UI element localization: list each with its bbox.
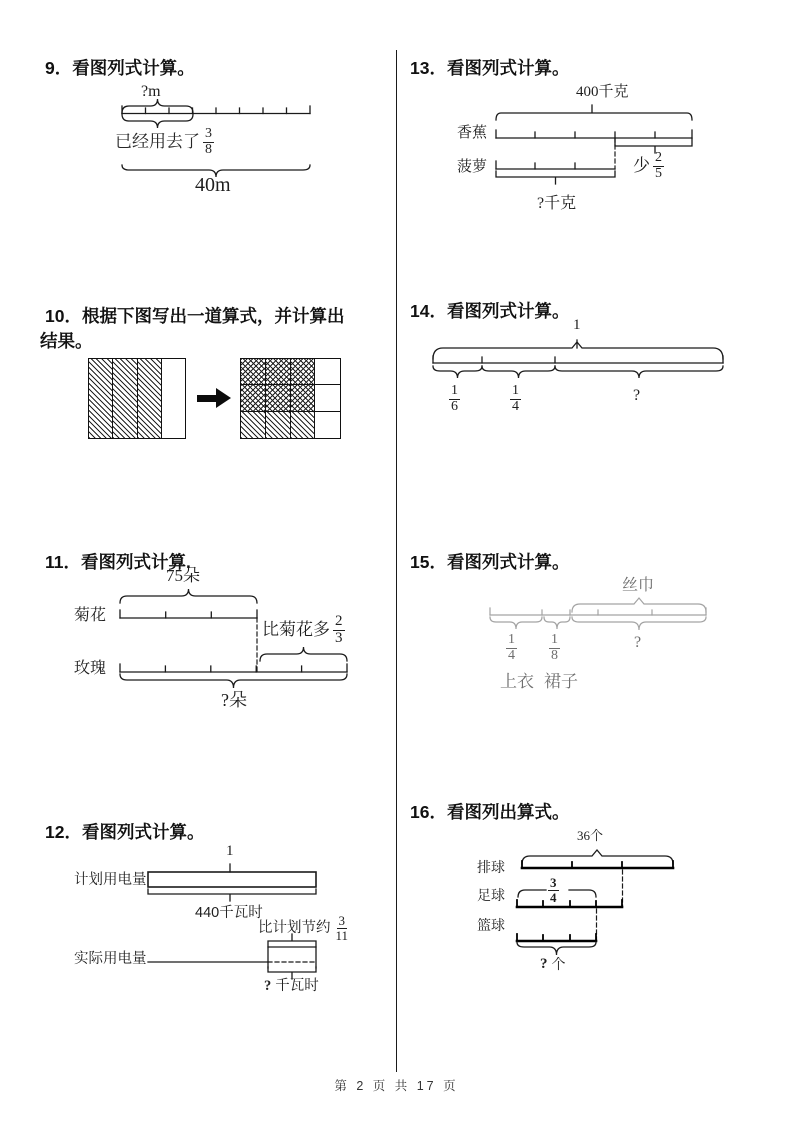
p12-whole-label: 1 [226,843,234,859]
column-divider [396,50,397,1072]
p10-cell-crosshatched [291,359,316,385]
problem-10-title-line1: 10．根据下图写出一道算式，并计算出 [45,306,345,326]
problem-12-title: 12．看图列式计算。 [45,822,205,842]
p13-row2-label: 菠萝 [457,159,488,175]
p16-question-unit: 个 [551,955,566,972]
p14-fraction-1: 1 6 [451,383,458,414]
p14-fraction-2: 1 4 [512,383,519,414]
p9-used-text: 已经用去了 [115,132,200,152]
p13-less-label [633,150,664,182]
p11-more-text: 比菊花多 [262,620,330,640]
p12-question-label [264,978,319,994]
p12-save-text: 比计划节约 [258,919,331,936]
p10-left-col4-blank [162,359,185,438]
p12-amount-label: 440千瓦时 [195,905,263,921]
p14-tape-diagram [425,335,735,435]
p16-question-label [540,956,566,973]
p10-cell-crosshatched [291,385,316,411]
p14-whole-label: 1 [573,317,581,333]
p15-scarf-label: 丝巾 [622,577,655,594]
p11-more-fraction: 2 3 [335,612,343,646]
page-number-footer: 第 2 页 共 17 页 [334,1079,459,1093]
p9-total-length-label: 40m [195,174,231,196]
p15-fraction-1: 1 4 [508,632,515,663]
p11-row1-label: 菊花 [74,607,107,624]
p10-cell-hatched [266,412,291,438]
problem-9-title: 9．看图列式计算。 [45,58,195,78]
p10-cell-blank [315,412,340,438]
p10-left-col2-hatched [113,359,137,438]
p12-save-label [258,912,350,944]
p14-question-mark: ? [633,387,641,404]
p13-less-fraction: 2 5 [655,149,662,181]
problem-10-title-line2: 结果。 [40,331,93,351]
p12-question-unit: 千瓦时 [275,978,319,994]
problem-13-title: 13．看图列式计算。 [410,58,570,78]
p13-total-label: 400千克 [576,84,629,100]
p15-label-skirt: 裙子 [544,672,578,691]
p10-cell-blank [315,385,340,411]
p13-tape-diagram [450,82,710,217]
p16-fraction: 3 4 [550,875,557,905]
p10-cell-crosshatched [266,385,291,411]
p12-save-fraction: 3 11 [335,912,349,943]
p10-left-col3-hatched [138,359,162,438]
p9-question-length-label: ?m [141,83,161,100]
p10-right-square [240,358,341,439]
p10-cell-crosshatched [241,359,266,385]
p10-cell-crosshatched [241,385,266,411]
p10-cell-crosshatched [266,359,291,385]
p9-used-fraction: 3 8 [205,125,212,157]
p12-row1-label: 计划用电量 [74,872,147,888]
p10-left-square [88,358,186,439]
problem-16-title: 16．看图列出算式。 [410,802,570,822]
p15-question-mark: ? [634,634,642,651]
p16-question-mark: ? [540,956,548,972]
p11-more-label [262,611,345,649]
p13-question-label: ?千克 [537,195,577,212]
p9-used-label [115,121,214,163]
p15-label-top-clothes: 上衣 [500,672,534,691]
right-arrow-icon [197,388,231,408]
p16-row3-label: 篮球 [477,917,505,933]
p16-row1-label: 排球 [477,859,505,875]
problem-14-title: 14．看图列式计算。 [410,301,570,321]
p12-question-mark: ? [264,978,272,994]
p11-top-count-label: 75朵 [166,566,200,585]
p10-cell-blank [315,359,340,385]
p10-cell-hatched [241,412,266,438]
p15-fraction-2: 1 8 [551,632,558,663]
p11-row2-label: 玫瑰 [74,660,107,677]
p16-tape-diagram [505,840,695,975]
p16-top-count-label: 36个 [577,828,604,843]
p12-row2-label: 实际用电量 [74,951,147,967]
p13-less-text: 少 [633,156,650,176]
problem-15-title: 15．看图列式计算。 [410,552,570,572]
p10-cell-hatched [291,412,316,438]
problem-11-title: 11．看图列式计算. [45,552,191,572]
p11-question-label: ?朵 [221,690,247,710]
p16-row2-label: 足球 [477,887,505,903]
p13-row1-label: 香蕉 [457,125,488,141]
p10-left-col1-hatched [89,359,113,438]
